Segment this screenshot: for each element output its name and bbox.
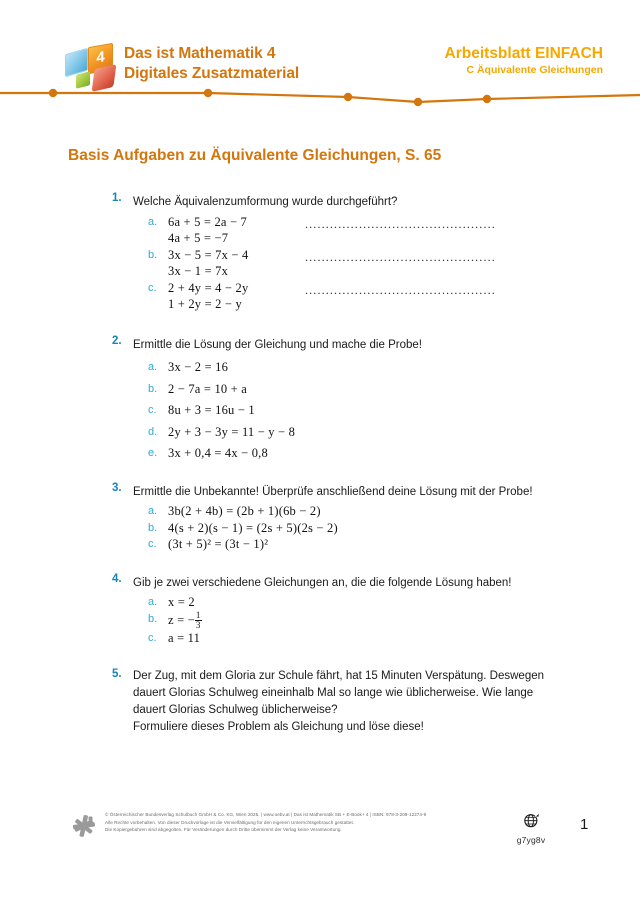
subitem-continuation: 3x − 1 = 7x xyxy=(168,264,229,278)
globe-icon xyxy=(523,812,540,829)
subitem-letter: a. xyxy=(148,596,158,608)
subitem xyxy=(0,381,640,398)
task-number: 2. xyxy=(112,334,122,347)
fraction-denominator: 3 xyxy=(195,619,201,630)
paragraph-line: Formuliere dieses Problem als Gleichung und löse diese! xyxy=(133,721,424,733)
task-number: 4. xyxy=(112,572,122,585)
task-header xyxy=(0,482,640,501)
subitem xyxy=(0,214,640,231)
subitem-equation: x = 2 xyxy=(168,595,195,609)
subitem-equation: 3b(2 + 4b) = (2b + 1)(6b − 2) xyxy=(168,504,321,518)
subitem-equation: 2y + 3 − 3y = 11 − y − 8 xyxy=(168,424,296,439)
series-title: Das ist Mathematik 4 xyxy=(124,45,276,62)
subitem-equation: a = 11 xyxy=(168,630,201,645)
subitem-equation: 4(s + 2)(s − 1) = (2s + 5)(2s − 2) xyxy=(168,520,338,535)
task-list xyxy=(0,192,640,754)
task-header xyxy=(0,335,640,354)
task-header xyxy=(0,192,640,211)
footer-line-2: Alle Rechte vorbehalten. Von dieser Druckvorlage ist die Vervielfältigung für den eigenen Unterrichtsgebrauch gestattet. xyxy=(105,819,355,825)
subitem xyxy=(0,280,640,297)
subitem xyxy=(0,359,640,376)
decorative-wave-divider xyxy=(0,84,640,110)
page-title: Basis Aufgaben zu Äquivalente Gleichungen, S. 65 xyxy=(68,147,442,164)
subitem-letter: e. xyxy=(148,447,158,459)
subitem-continuation-row xyxy=(0,296,640,313)
task-subitems xyxy=(0,359,640,462)
footer-copyright xyxy=(105,811,465,834)
subitem-equation: 8u + 3 = 16u − 1 xyxy=(168,403,255,417)
subitem xyxy=(0,611,640,630)
subitem xyxy=(0,520,640,537)
subitem xyxy=(0,424,640,441)
subitem xyxy=(0,630,640,647)
answer-line[interactable]: .............................................. xyxy=(305,249,496,264)
task-number: 1. xyxy=(112,192,122,204)
subitem-letter: c. xyxy=(148,281,157,294)
subitem-continuation-row xyxy=(0,230,640,247)
logo-number: 4 xyxy=(96,48,105,67)
subitem-letter: a. xyxy=(148,215,158,228)
subitem-continuation-row xyxy=(0,263,640,280)
header-right-titles xyxy=(445,44,603,78)
task-number: 5. xyxy=(112,668,122,680)
task-subitems xyxy=(0,503,640,553)
subitem-equation: 2 − 7a = 10 + a xyxy=(168,381,247,396)
subitem xyxy=(0,594,640,611)
task-item xyxy=(0,192,640,313)
worksheet-chapter: C Äquivalente Gleichungen xyxy=(466,64,603,76)
subitem xyxy=(0,536,640,553)
subitem-continuation: 4a + 5 = −7 xyxy=(168,231,229,245)
subitem-continuation: 1 + 2y = 2 − y xyxy=(168,297,242,311)
online-code-block[interactable] xyxy=(508,812,554,845)
page-footer xyxy=(0,806,640,861)
paragraph-line: dauert Glorias Schulweg eineinhalb Mal so lange wie üblicherweise. Wie lange xyxy=(133,687,534,699)
page-header xyxy=(0,0,640,120)
task-item xyxy=(0,573,640,647)
header-left-titles xyxy=(124,44,299,84)
subitem-equation: (3t + 5)² = (3t − 1)² xyxy=(168,537,269,551)
subitem-letter: b. xyxy=(148,612,158,625)
task-header xyxy=(0,573,640,592)
task-prompt: Welche Äquivalenzumformung wurde durchgeführt? xyxy=(133,196,398,208)
subitem-equation: 3x − 5 = 7x − 4 xyxy=(168,247,249,262)
subitem-letter: b. xyxy=(148,521,158,534)
online-code: g7yg8v xyxy=(516,835,546,845)
subitem-letter: c. xyxy=(148,538,157,550)
task-number: 3. xyxy=(112,481,122,494)
page-number: 1 xyxy=(580,816,589,833)
worksheet-type: Arbeitsblatt EINFACH xyxy=(444,45,603,62)
task-subitems xyxy=(0,214,640,313)
paragraph-line: dauert Glorias Schulweg üblicherweise? xyxy=(133,704,338,716)
subitem-equation-fraction xyxy=(168,609,202,630)
subitem xyxy=(0,402,640,419)
task-item xyxy=(0,335,640,462)
task-item xyxy=(0,482,640,553)
subitem-letter: d. xyxy=(148,425,158,438)
task-prompt: Gib je zwei verschiedene Gleichungen an, die die folgende Lösung haben! xyxy=(133,576,512,589)
task-subitems xyxy=(0,594,640,646)
subitem-letter: b. xyxy=(148,248,158,261)
subitem-letter: a. xyxy=(148,361,158,373)
footer-line-3: Die Kopiergebühren sind abgegolten. Für Veränderungen durch Dritte übernimmt der Verlag keine Verantwortung. xyxy=(105,827,342,833)
subitem xyxy=(0,445,640,462)
subitem-letter: c. xyxy=(148,404,157,416)
task-prompt: Ermittle die Lösung der Gleichung und mache die Probe! xyxy=(133,338,422,351)
fraction xyxy=(195,611,202,631)
fraction-prefix: z = − xyxy=(168,613,195,628)
series-subtitle: Digitales Zusatzmaterial xyxy=(124,65,300,82)
subitem-equation: 2 + 4y = 4 − 2y xyxy=(168,280,249,295)
paragraph-line: Der Zug, mit dem Gloria zur Schule fährt, hat 15 Minuten Verspätung. Deswegen xyxy=(133,670,545,682)
fraction-numerator: 1 xyxy=(195,609,201,620)
subitem xyxy=(0,247,640,264)
subitem xyxy=(0,503,640,520)
answer-line[interactable]: .............................................. xyxy=(305,282,496,297)
subitem-letter: c. xyxy=(148,631,157,644)
footer-line-1: © Österreichischer Bundesverlag Schulbuch GmbH & Co. KG, Wien 2025. | www.oebv.at | Das ist Mathematik SB + E-Book+ 4 | ISBN: 978-3-209-12274-9 xyxy=(105,812,427,817)
answer-line[interactable]: .............................................. xyxy=(305,216,496,231)
subitem-letter: b. xyxy=(148,382,158,395)
subitem-equation: 3x + 0,4 = 4x − 0,8 xyxy=(168,446,268,460)
task-item xyxy=(0,668,640,736)
subitem-equation: 6a + 5 = 2a − 7 xyxy=(168,214,247,229)
asterisk-star-mark-icon xyxy=(70,812,98,840)
task-prompt: Ermittle die Unbekannte! Überprüfe anschließend deine Lösung mit der Probe! xyxy=(133,485,533,498)
subitem-letter: a. xyxy=(148,505,158,517)
subitem-equation: 3x − 2 = 16 xyxy=(168,360,229,374)
task-paragraph xyxy=(0,668,640,736)
